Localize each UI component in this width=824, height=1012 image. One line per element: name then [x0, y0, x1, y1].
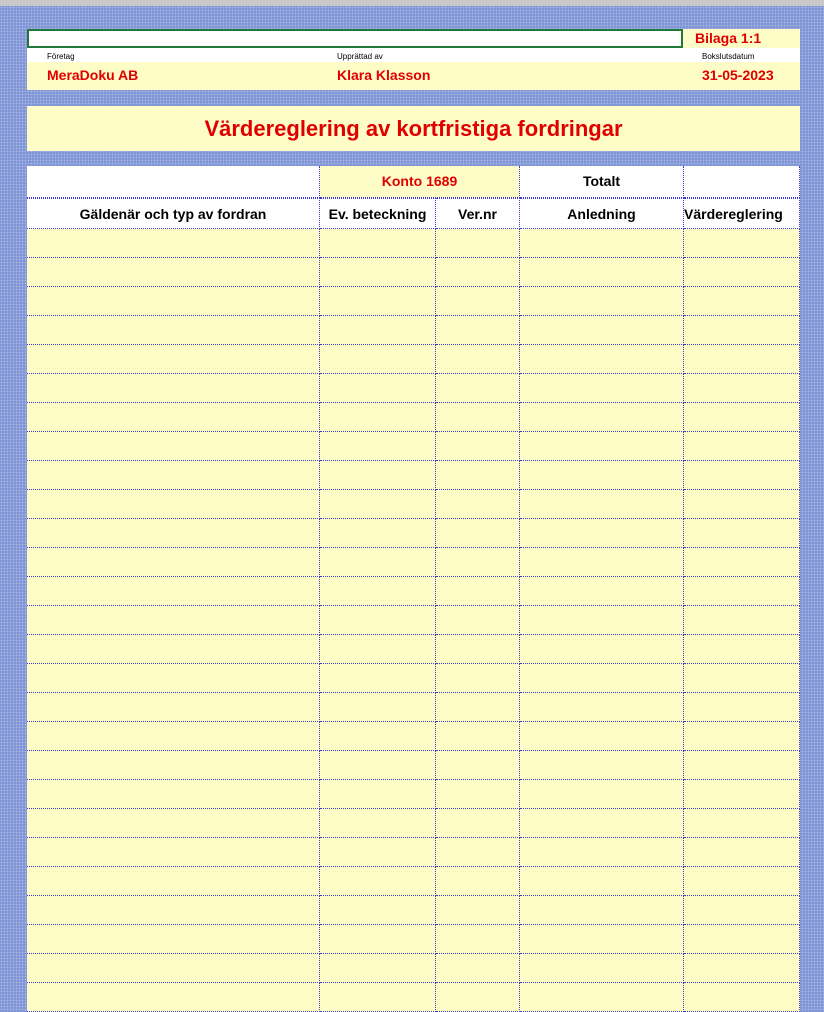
table-cell[interactable] [320, 577, 436, 606]
foretag-value[interactable]: MeraDoku AB [47, 67, 139, 83]
table-cell[interactable] [436, 519, 520, 548]
table-cell[interactable] [436, 809, 520, 838]
table-cell[interactable] [684, 606, 800, 635]
table-cell[interactable] [27, 519, 320, 548]
table-cell[interactable] [520, 548, 684, 577]
table-cell[interactable] [684, 490, 800, 519]
table-row [27, 896, 800, 925]
table-cell[interactable] [436, 751, 520, 780]
table-cell[interactable] [27, 287, 320, 316]
table-cell[interactable] [320, 838, 436, 867]
table-row [27, 693, 800, 722]
table-row [27, 983, 800, 1012]
table-row [27, 345, 800, 374]
table-cell[interactable] [520, 693, 684, 722]
table-cell[interactable] [684, 954, 800, 983]
totalt-value-cell[interactable] [684, 166, 800, 198]
table-cell[interactable] [520, 925, 684, 954]
table-row [27, 635, 800, 664]
table-cell[interactable] [436, 287, 520, 316]
table-row [27, 954, 800, 983]
table-row [27, 606, 800, 635]
table-cell[interactable] [27, 896, 320, 925]
table-cell[interactable] [27, 374, 320, 403]
table-cell[interactable] [436, 316, 520, 345]
table-cell[interactable] [684, 374, 800, 403]
table-cell[interactable] [520, 374, 684, 403]
table-cell[interactable] [684, 838, 800, 867]
table-cell[interactable] [684, 693, 800, 722]
table-cell[interactable] [520, 287, 684, 316]
table-cell[interactable] [436, 490, 520, 519]
table-body [27, 229, 800, 1012]
table-cell[interactable] [436, 345, 520, 374]
table-row [27, 316, 800, 345]
col-header-beteckning[interactable]: Ev. beteckning [320, 198, 436, 229]
table-cell[interactable] [27, 983, 320, 1012]
table-cell[interactable] [27, 867, 320, 896]
konto-cell[interactable]: Konto 1689 [320, 166, 520, 198]
table-cell[interactable] [436, 403, 520, 432]
table-row [27, 722, 800, 751]
table-cell[interactable] [27, 693, 320, 722]
table-cell[interactable] [684, 548, 800, 577]
table-cell[interactable] [520, 751, 684, 780]
header-row-2 [27, 198, 800, 229]
table-cell[interactable] [27, 345, 320, 374]
table-cell[interactable] [520, 838, 684, 867]
table-cell[interactable] [520, 403, 684, 432]
table-row [27, 548, 800, 577]
table-cell[interactable] [684, 867, 800, 896]
table-cell[interactable] [436, 461, 520, 490]
table-row [27, 374, 800, 403]
window-top-strip [0, 0, 824, 6]
table-cell[interactable] [684, 635, 800, 664]
table-cell[interactable] [320, 751, 436, 780]
upprattad-label: Upprättad av [337, 52, 383, 61]
table-cell[interactable] [320, 925, 436, 954]
table-row [27, 403, 800, 432]
col-header-vardereglering[interactable]: Värdereglering [684, 198, 800, 229]
table-cell[interactable] [27, 954, 320, 983]
table-cell[interactable] [436, 606, 520, 635]
table-cell[interactable] [684, 258, 800, 287]
table-cell[interactable] [520, 896, 684, 925]
table-cell[interactable] [320, 519, 436, 548]
table-cell[interactable] [27, 635, 320, 664]
table-cell[interactable] [684, 519, 800, 548]
table-cell[interactable] [320, 316, 436, 345]
title-cell[interactable] [27, 106, 800, 151]
table-cell[interactable] [520, 983, 684, 1012]
table-row [27, 432, 800, 461]
datum-label: Bokslutsdatum [702, 52, 755, 61]
col-header-gaeldenaer[interactable]: Gäldenär och typ av fordran [27, 198, 320, 229]
table-cell[interactable] [27, 606, 320, 635]
table-cell[interactable] [684, 809, 800, 838]
table-cell[interactable] [436, 867, 520, 896]
table-cell[interactable] [27, 722, 320, 751]
table-cell[interactable] [520, 490, 684, 519]
table-cell[interactable] [27, 577, 320, 606]
table-cell[interactable] [684, 896, 800, 925]
selected-cell[interactable] [27, 29, 683, 48]
table-cell[interactable] [436, 374, 520, 403]
datum-value[interactable]: 31-05-2023 [702, 67, 774, 83]
table-row [27, 287, 800, 316]
table-cell[interactable] [320, 374, 436, 403]
table-row [27, 664, 800, 693]
table-cell[interactable] [520, 954, 684, 983]
col-header-vernr[interactable]: Ver.nr [436, 198, 520, 229]
table-cell[interactable] [27, 751, 320, 780]
foretag-label: Företag [47, 52, 75, 61]
table-cell[interactable] [520, 577, 684, 606]
table-cell[interactable] [684, 577, 800, 606]
table-cell[interactable] [320, 606, 436, 635]
table-row [27, 751, 800, 780]
bilaga-cell[interactable] [683, 29, 800, 48]
table-cell[interactable] [436, 432, 520, 461]
table-cell[interactable] [520, 519, 684, 548]
table-cell[interactable] [684, 229, 800, 258]
table-cell[interactable] [684, 983, 800, 1012]
table-cell[interactable] [436, 983, 520, 1012]
table-cell[interactable] [27, 490, 320, 519]
table-cell[interactable] [27, 461, 320, 490]
table-cell[interactable] [27, 548, 320, 577]
table-cell[interactable] [684, 432, 800, 461]
table-cell[interactable] [320, 403, 436, 432]
table-cell[interactable] [320, 287, 436, 316]
table-row [27, 925, 800, 954]
table-cell[interactable] [320, 490, 436, 519]
table-cell[interactable] [520, 229, 684, 258]
table-cell[interactable] [320, 664, 436, 693]
table-cell[interactable] [684, 403, 800, 432]
table-cell[interactable] [27, 925, 320, 954]
table-cell[interactable] [320, 461, 436, 490]
table-cell[interactable] [520, 780, 684, 809]
table-cell[interactable] [684, 925, 800, 954]
table-cell[interactable] [520, 809, 684, 838]
table-cell[interactable] [436, 693, 520, 722]
table-row [27, 838, 800, 867]
table-cell[interactable] [436, 229, 520, 258]
table-row [27, 809, 800, 838]
info-row [27, 48, 800, 90]
bilaga-text: Bilaga 1:1 [695, 30, 762, 46]
totalt-cell[interactable]: Totalt [520, 166, 684, 198]
header-empty-cell[interactable] [27, 166, 320, 198]
table-cell[interactable] [436, 780, 520, 809]
table-cell[interactable] [27, 780, 320, 809]
table-cell[interactable] [436, 664, 520, 693]
table-row [27, 490, 800, 519]
table-row [27, 519, 800, 548]
table-cell[interactable] [320, 258, 436, 287]
table-cell[interactable] [684, 751, 800, 780]
table-cell[interactable] [320, 722, 436, 751]
table-cell[interactable] [320, 229, 436, 258]
table-cell[interactable] [520, 635, 684, 664]
table-cell[interactable] [436, 925, 520, 954]
table-cell[interactable] [436, 548, 520, 577]
table-row [27, 780, 800, 809]
spreadsheet-page [27, 27, 801, 1000]
table-cell[interactable] [436, 954, 520, 983]
table-cell[interactable] [436, 722, 520, 751]
table-row [27, 258, 800, 287]
table-cell[interactable] [520, 664, 684, 693]
table-cell[interactable] [27, 664, 320, 693]
table-cell[interactable] [320, 635, 436, 664]
table-cell[interactable] [520, 345, 684, 374]
page-title: Värdereglering av kortfristiga fordringar [204, 116, 623, 141]
table-cell[interactable] [27, 258, 320, 287]
table-cell[interactable] [684, 287, 800, 316]
table-cell[interactable] [320, 896, 436, 925]
table-cell[interactable] [27, 838, 320, 867]
table-cell[interactable] [320, 867, 436, 896]
table-cell[interactable] [27, 316, 320, 345]
table-cell[interactable] [320, 345, 436, 374]
table-row [27, 867, 800, 896]
table-cell[interactable] [684, 722, 800, 751]
header-row-1 [27, 166, 800, 198]
table-cell[interactable] [520, 722, 684, 751]
col-header-anledning[interactable]: Anledning [520, 198, 684, 229]
table-cell[interactable] [520, 258, 684, 287]
table-cell[interactable] [684, 780, 800, 809]
table-cell[interactable] [436, 635, 520, 664]
table-cell[interactable] [684, 461, 800, 490]
table-row [27, 461, 800, 490]
table-cell[interactable] [320, 954, 436, 983]
table-cell[interactable] [684, 664, 800, 693]
table-cell[interactable] [520, 461, 684, 490]
table-cell[interactable] [520, 867, 684, 896]
table-cell[interactable] [320, 809, 436, 838]
table-cell[interactable] [27, 403, 320, 432]
table-cell[interactable] [320, 432, 436, 461]
table-cell[interactable] [520, 316, 684, 345]
table-cell[interactable] [436, 896, 520, 925]
table-cell[interactable] [27, 229, 320, 258]
table-cell[interactable] [520, 432, 684, 461]
table-cell[interactable] [436, 577, 520, 606]
table-cell[interactable] [436, 838, 520, 867]
table-cell[interactable] [27, 809, 320, 838]
table-cell[interactable] [684, 316, 800, 345]
table-cell[interactable] [320, 693, 436, 722]
table-cell[interactable] [684, 345, 800, 374]
table-cell[interactable] [320, 548, 436, 577]
table-row [27, 577, 800, 606]
table-cell[interactable] [27, 432, 320, 461]
table-cell[interactable] [320, 983, 436, 1012]
table-cell[interactable] [436, 258, 520, 287]
table-row [27, 229, 800, 258]
table-cell[interactable] [320, 780, 436, 809]
label-band [27, 48, 800, 62]
table-cell[interactable] [520, 606, 684, 635]
upprattad-value[interactable]: Klara Klasson [337, 67, 431, 83]
